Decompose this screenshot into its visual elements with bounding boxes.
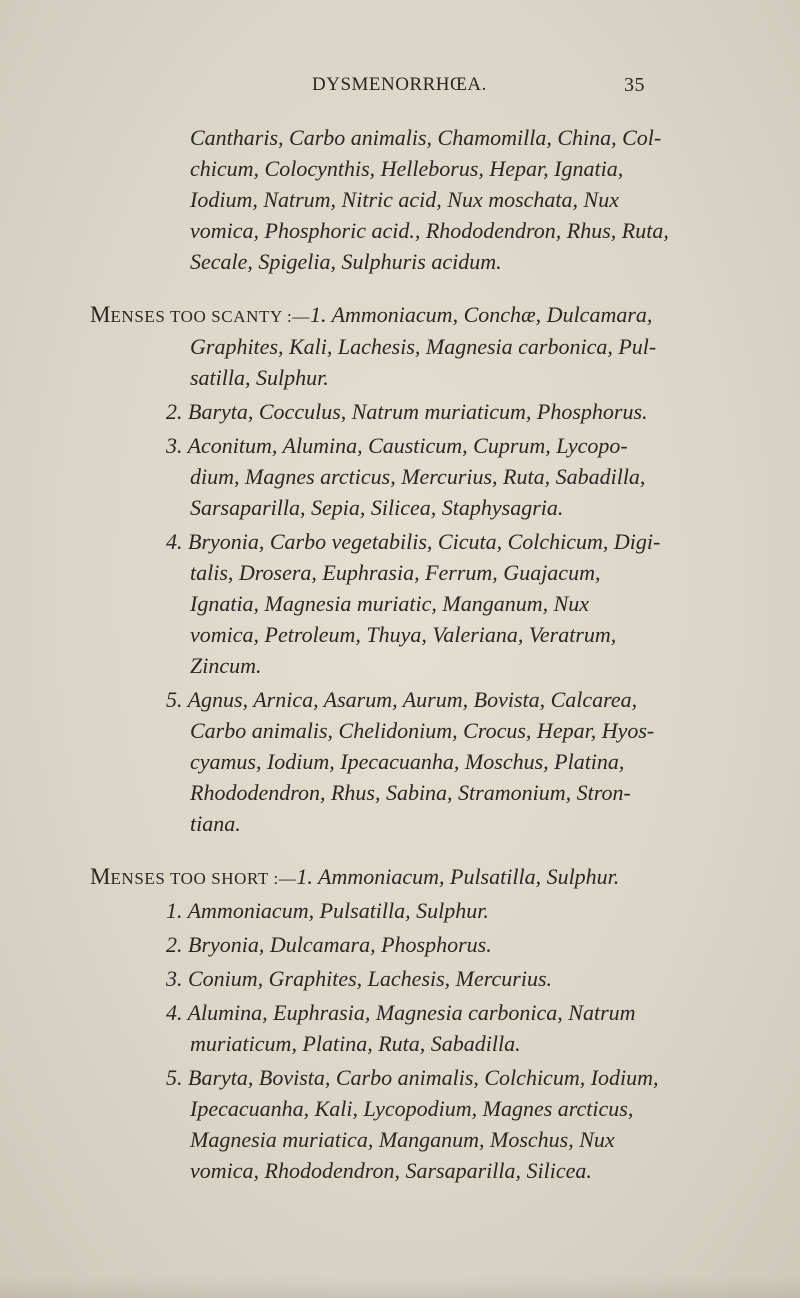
text-line: Sarsaparilla, Sepia, Silicea, Staphysagria. [190, 495, 564, 520]
text-line: 5. Agnus, Arnica, Asarum, Aurum, Bovista, Calcarea, [166, 687, 638, 712]
text-line: cyamus, Iodium, Ipecacuanha, Moschus, Platina, [190, 749, 625, 774]
page-number: 35 [624, 74, 645, 96]
text-line: 2. Bryonia, Dulcamara, Phosphorus. [166, 932, 492, 957]
text-line: talis, Drosera, Euphrasia, Ferrum, Guajacum, [190, 560, 601, 585]
text-line: 3. Conium, Graphites, Lachesis, Mercurius. [166, 966, 553, 991]
page-edge-shadow [0, 1276, 800, 1298]
section-heading-scanty: MENSES TOO SCANTY :—1. Ammoniacum, Conchæ, Dulcamara, [90, 302, 653, 327]
text-line: Secale, Spigelia, Sulphuris acidum. [190, 249, 502, 274]
text-line: muriaticum, Platina, Ruta, Sabadilla. [190, 1031, 521, 1056]
text-line: 5. Baryta, Bovista, Carbo animalis, Colchicum, Iodium, [166, 1065, 659, 1090]
text-line: dium, Magnes arcticus, Mercurius, Ruta, Sabadilla, [190, 464, 646, 489]
text-line: Graphites, Kali, Lachesis, Magnesia carbonica, Pul- [190, 334, 657, 359]
text-line: tiana. [190, 811, 241, 836]
text-line: 2. Baryta, Cocculus, Natrum muriaticum, Phosphorus. [166, 399, 648, 424]
text-line: 3. Aconitum, Alumina, Causticum, Cuprum, Lycopo- [166, 433, 628, 458]
text-line: vomica, Petroleum, Thuya, Valeriana, Veratrum, [190, 622, 617, 647]
text-line: Rhododendron, Rhus, Sabina, Stramonium, Stron- [190, 780, 631, 805]
text-line: Cantharis, Carbo animalis, Chamomilla, China, Col- [190, 125, 662, 150]
chapter-title: DYSMENORRHŒA. [312, 74, 487, 95]
text-line: Ignatia, Magnesia muriatic, Manganum, Nux [190, 591, 590, 616]
text-line: chicum, Colocynthis, Helleborus, Hepar, Ignatia, [190, 156, 624, 181]
text-line: vomica, Phosphoric acid., Rhododendron, Rhus, Ruta, [190, 218, 669, 243]
text-line: 1. Ammoniacum, Pulsatilla, Sulphur. [166, 898, 489, 923]
text-line: Iodium, Natrum, Nitric acid, Nux moschata, Nux [190, 187, 619, 212]
running-header [0, 74, 800, 100]
text-line: Ipecacuanha, Kali, Lycopodium, Magnes arcticus, [190, 1096, 634, 1121]
section-heading-short: MENSES TOO SHORT :—1. Ammoniacum, Pulsatilla, Sulphur. [90, 864, 620, 889]
text-line: 4. Bryonia, Carbo vegetabilis, Cicuta, Colchicum, Digi- [166, 529, 661, 554]
text-line: Carbo animalis, Chelidonium, Crocus, Hepar, Hyos- [190, 718, 655, 743]
text-line: vomica, Rhododendron, Sarsaparilla, Silicea. [190, 1158, 592, 1183]
text-line: Zincum. [190, 653, 262, 678]
text-line: 4. Alumina, Euphrasia, Magnesia carbonica, Natrum [166, 1000, 636, 1025]
text-line: satilla, Sulphur. [190, 365, 329, 390]
text-line: Magnesia muriatica, Manganum, Moschus, Nux [190, 1127, 615, 1152]
